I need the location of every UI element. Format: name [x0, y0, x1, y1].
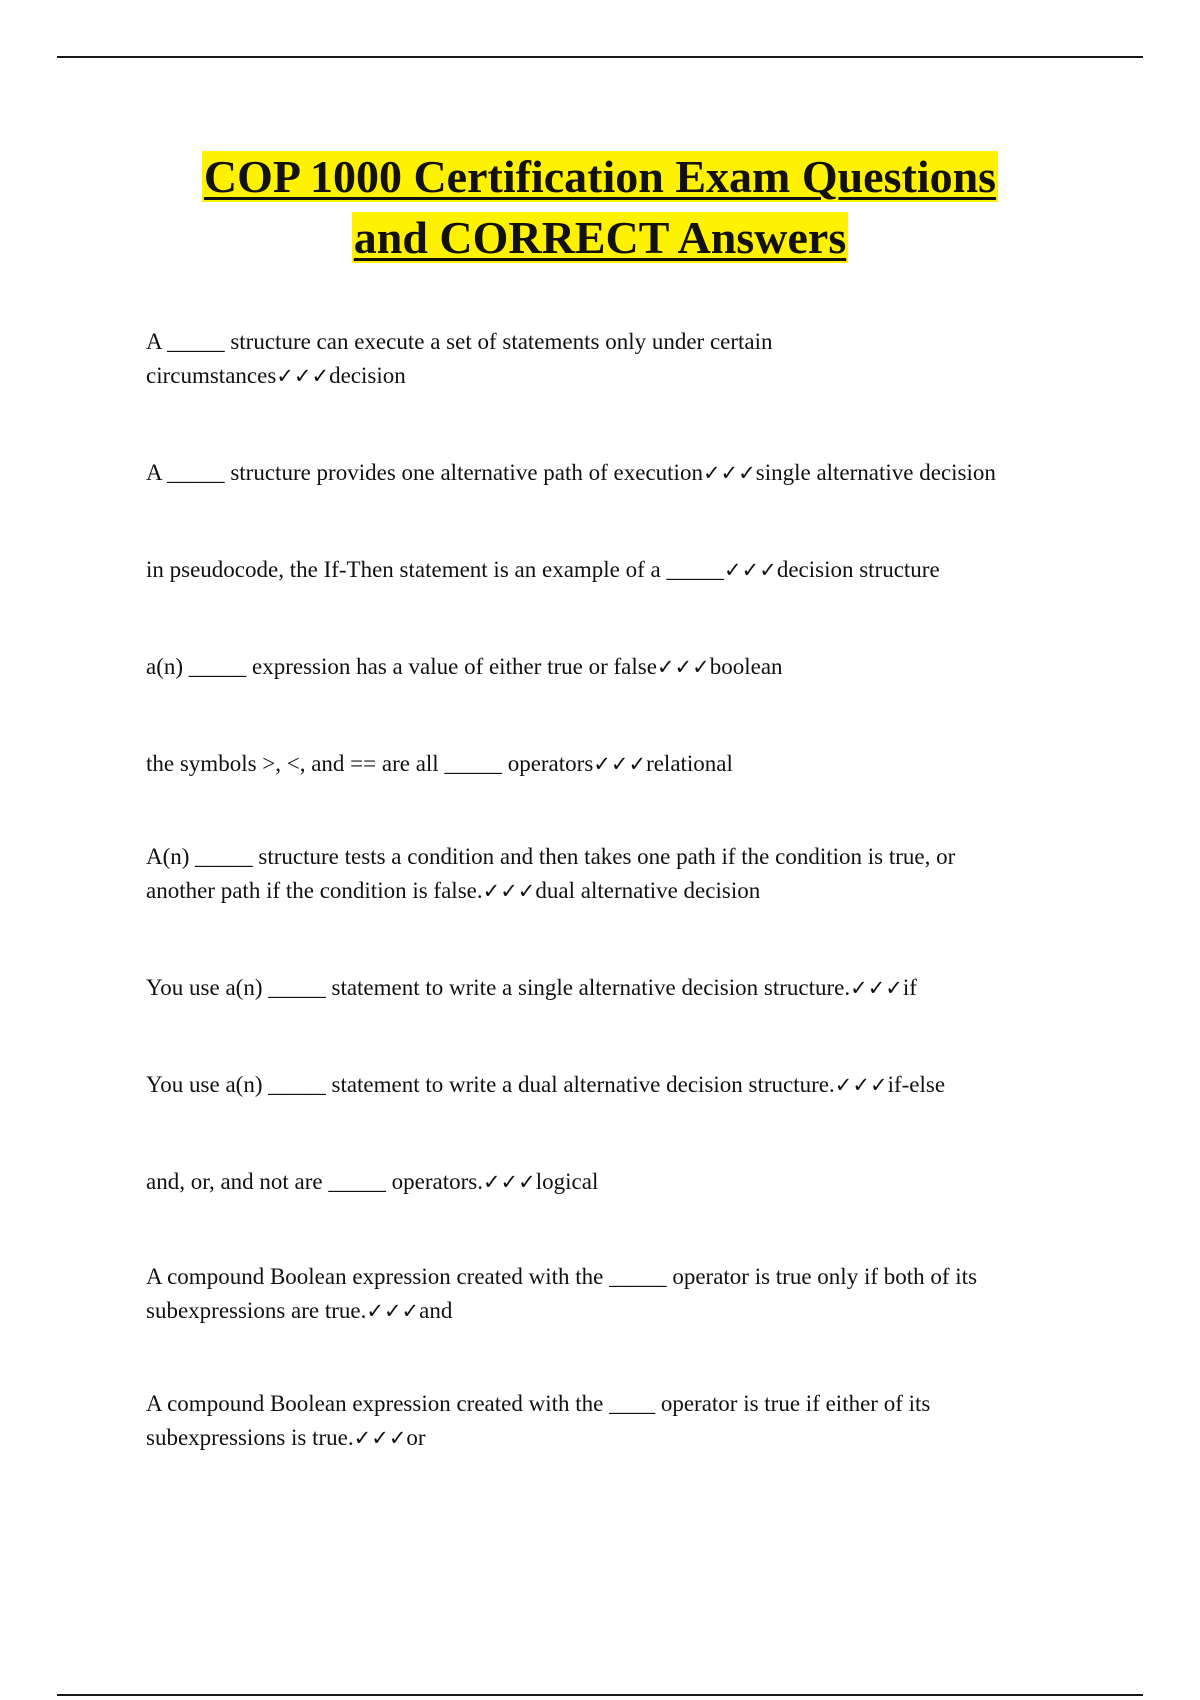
answer-text: dual alternative decision — [535, 878, 761, 903]
question-text: the symbols >, <, and == are all _____ operators — [146, 751, 594, 776]
question-text: A(n) _____ structure tests a condition and then takes one path if the condition is true, or another path if the condition is false. — [146, 844, 956, 903]
check-marks-icon: ✓✓✓ — [482, 879, 536, 903]
check-marks-icon: ✓✓✓ — [834, 1073, 888, 1097]
question-text: a(n) _____ expression has a value of either true or false — [146, 654, 657, 679]
qa-item-1 — [146, 325, 846, 393]
qa-item-6 — [146, 840, 1026, 908]
header-rule — [57, 56, 1143, 58]
answer-text: single alternative decision — [755, 460, 996, 485]
check-marks-icon: ✓✓✓ — [724, 558, 777, 582]
answer-text: if-else — [887, 1072, 946, 1097]
check-marks-icon: ✓✓✓ — [850, 976, 903, 1000]
footer-rule — [57, 1694, 1143, 1696]
check-marks-icon: ✓✓✓ — [702, 461, 756, 485]
answer-text: and — [419, 1298, 453, 1323]
qa-item-5 — [146, 747, 1066, 781]
question-text: and, or, and not are _____ operators. — [146, 1169, 483, 1194]
question-text: You use a(n) _____ statement to write a single alternative decision structure. — [146, 975, 851, 1000]
answer-text: decision — [329, 363, 406, 388]
question-text: in pseudocode, the If-Then statement is an example of a _____ — [146, 557, 725, 582]
document-title — [0, 146, 1200, 268]
qa-item-11 — [146, 1387, 1026, 1455]
qa-item-10 — [146, 1260, 1046, 1328]
question-text: A compound Boolean expression created with the ____ operator is true if either of its subexpressions is true. — [146, 1391, 931, 1450]
title-line-2: and CORRECT Answers — [353, 212, 847, 263]
qa-item-7 — [146, 971, 1066, 1005]
question-text: A _____ structure provides one alternative path of execution — [146, 460, 703, 485]
answer-text: logical — [535, 1169, 599, 1194]
check-marks-icon: ✓✓✓ — [656, 655, 710, 679]
check-marks-icon: ✓✓✓ — [366, 1299, 420, 1323]
qa-item-8 — [146, 1068, 1066, 1102]
question-text: You use a(n) _____ statement to write a dual alternative decision structure. — [146, 1072, 835, 1097]
answer-text: decision structure — [776, 557, 940, 582]
check-marks-icon: ✓✓✓ — [353, 1426, 407, 1450]
check-marks-icon: ✓✓✓ — [482, 1170, 536, 1194]
title-line-1: COP 1000 Certification Exam Questions — [203, 151, 997, 202]
qa-item-2 — [146, 456, 1066, 490]
qa-item-4 — [146, 650, 1066, 684]
answer-text: if — [902, 975, 917, 1000]
answer-text: boolean — [709, 654, 783, 679]
check-marks-icon: ✓✓✓ — [276, 364, 330, 388]
qa-item-9 — [146, 1165, 1066, 1199]
question-text: A _____ structure can execute a set of statements only under certain circumstances — [146, 329, 773, 388]
answer-text: relational — [646, 751, 733, 776]
qa-item-3 — [146, 553, 1066, 587]
check-marks-icon: ✓✓✓ — [593, 752, 647, 776]
answer-text: or — [406, 1425, 426, 1450]
question-text: A compound Boolean expression created with the _____ operator is true only if both of its subexpressions are true. — [146, 1264, 978, 1323]
